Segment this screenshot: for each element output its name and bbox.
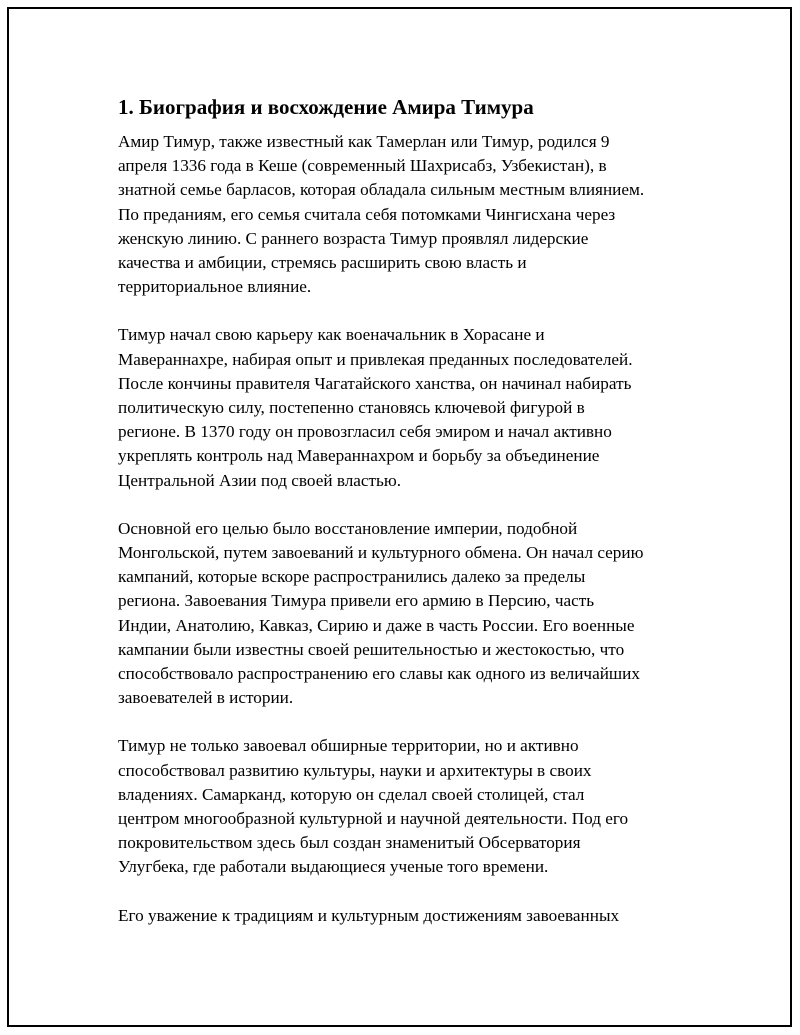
paragraph-traditions xyxy=(118,904,708,928)
text-line: качества и амбиции, стремясь расширить свою власть и xyxy=(118,253,527,273)
text-line: Амир Тимур, также известный как Тамерлан или Тимур, родился 9 xyxy=(118,132,610,151)
paragraph-culture xyxy=(118,734,708,879)
text-line: Улугбека, где работали выдающиеся ученые того времени. xyxy=(118,857,549,877)
text-line: Его уважение к традициям и культурным достижениям завоеванных xyxy=(118,905,620,925)
document-body xyxy=(118,94,708,952)
text-line: региона. Завоевания Тимура привели его армию в Персию, часть xyxy=(118,591,595,611)
text-line: регионе. В 1370 году он провозгласил себя эмиром и начал активно xyxy=(118,422,612,442)
text-line: укреплять контроль над Мавераннахром и борьбу за объединение xyxy=(118,446,600,466)
text-line: Центральной Азии под своей властью. xyxy=(118,470,402,490)
paragraph-conquests xyxy=(118,517,708,711)
text-line: политическую силу, постепенно становясь ключевой фигурой в xyxy=(118,398,585,418)
text-line: По преданиям, его семья считала себя потомками Чингисхана через xyxy=(118,204,616,224)
text-line: апреля 1336 года в Кеше (современный Шахрисабз, Узбекистан), в xyxy=(118,156,607,176)
text-line: территориальное влияние. xyxy=(118,277,312,297)
section-heading: 1. Биография и восхождение Амира Тимура xyxy=(118,95,534,119)
paragraph-career xyxy=(118,323,708,492)
text-line: покровительством здесь был создан знаменитый Обсерватория xyxy=(118,833,581,853)
text-line: После кончины правителя Чагатайского ханства, он начинал набирать xyxy=(118,373,632,393)
text-line: способствовало распространению его славы как одного из величайших xyxy=(118,664,640,684)
text-line: Индии, Анатолию, Кавказ, Сирию и даже в часть России. Его военные xyxy=(118,615,635,635)
text-line: Тимур не только завоевал обширные территории, но и активно xyxy=(118,736,579,756)
text-line: Монгольской, путем завоеваний и культурного обмена. Он начал серию xyxy=(118,543,644,563)
text-line: кампаний, которые вскоре распространились далеко за пределы xyxy=(118,567,586,587)
text-line: женскую линию. С раннего возраста Тимур проявлял лидерские xyxy=(118,228,589,248)
text-line: Основной его целью было восстановление империи, подобной xyxy=(118,518,578,538)
text-line: кампании были известны своей решительностью и жестокостью, что xyxy=(118,639,625,659)
text-line: знатной семье барласов, которая обладала сильным местным влиянием. xyxy=(118,180,645,200)
text-line: Тимур начал свою карьеру как военачальник в Хорасане и xyxy=(118,325,545,345)
text-line: Мавераннахре, набирая опыт и привлекая преданных последователей. xyxy=(118,349,633,369)
paragraph-biography xyxy=(118,130,708,299)
text-line: способствовал развитию культуры, науки и архитектуры в своих xyxy=(118,760,592,780)
text-line: владениях. Самарканд, которую он сделал своей столицей, стал xyxy=(118,784,585,804)
text-line: завоевателей в истории. xyxy=(118,688,294,708)
text-line: центром многообразной культурной и научной деятельности. Под его xyxy=(118,809,629,829)
